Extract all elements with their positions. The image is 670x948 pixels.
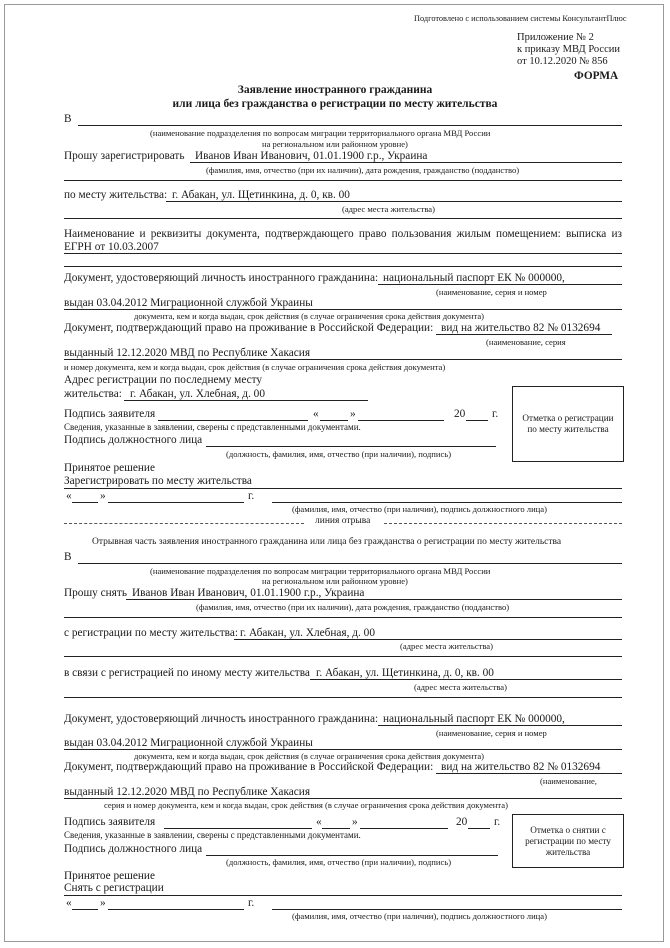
residence-line: [166, 201, 622, 202]
housing-doc[interactable]: Наименование и реквизиты документа, подтверждающего право пользования жилым помещением: выписка из ЕГРН от 10.03.2007: [64, 228, 622, 253]
decision-value[interactable]: Зарегистрировать по месту жительства: [64, 475, 252, 487]
stub-quote-open-2: «: [66, 897, 72, 909]
stub-decision-label: Принятое решение: [64, 870, 155, 882]
dept-note-2: на региональном или районном уровне): [262, 139, 408, 149]
id-note-1: (наименование, серия и номер: [436, 287, 547, 297]
person-value[interactable]: Иванов Иван Иванович, 01.01.1900 г.р., Украина: [195, 150, 428, 162]
prev-addr-label-2: жительства:: [64, 388, 122, 400]
person-line: [190, 162, 622, 163]
stub-official-note: (должность, фамилия, имя, отчество (при наличии), подпись): [226, 857, 452, 867]
official-sign-line-2[interactable]: [272, 502, 622, 503]
forma-label: ФОРМА: [574, 70, 619, 82]
housing-line: [64, 253, 622, 254]
stub-dereg-line: [234, 639, 622, 640]
month-line[interactable]: [358, 420, 444, 421]
stub-dept-note-2: на региональном или районном уровне): [262, 576, 408, 586]
permit-line: [436, 334, 612, 335]
id-value-2[interactable]: выдан 03.04.2012 Миграционной службой Украины: [64, 297, 313, 309]
stub-decision-value[interactable]: Снять с регистрации: [64, 882, 164, 894]
title-line-1: Заявление иностранного гражданина: [237, 84, 433, 96]
quote-close-2: »: [100, 490, 106, 502]
request-label: Прошу зарегистрировать: [64, 150, 185, 162]
stub-year-short: г.: [248, 897, 255, 909]
stub-person-note: (фамилия, имя, отчество (при их наличии), дата рождения, гражданство (подданство): [196, 602, 510, 612]
sign-applicant-line[interactable]: [158, 420, 308, 421]
blank-line[interactable]: [64, 180, 622, 181]
stub-sign-applicant-label: Подпись заявителя: [64, 816, 156, 828]
stub-verified-note: Сведения, указанные в заявлении, сверены с представленными документами.: [64, 830, 361, 840]
stub-person-line: [126, 599, 622, 600]
stub-decision-line: [64, 895, 622, 896]
id-line-2: [64, 309, 622, 310]
to-label: В: [64, 113, 72, 125]
stub-sign-applicant-line[interactable]: [164, 828, 312, 829]
quote-open-2: «: [66, 490, 72, 502]
decision-line: [64, 488, 622, 489]
person-note: (фамилия, имя, отчество (при их наличии), дата рождения, гражданство (подданство): [206, 165, 520, 175]
title-line-2: или лица без гражданства о регистрации по месту жительства: [172, 98, 498, 110]
permit-note-1: (наименование, серия: [486, 337, 566, 347]
stub-dereg-note: (адрес места жительства): [400, 641, 493, 651]
prev-addr-value[interactable]: г. Абакан, ул. Хлебная, д. 00: [130, 388, 265, 400]
residence-value[interactable]: г. Абакан, ул. Щетинкина, д. 0, кв. 00: [172, 189, 350, 201]
stub-month-line-2[interactable]: [108, 909, 244, 910]
id-label: Документ, удостоверяющий личность иностранного гражданина:: [64, 272, 379, 284]
stub-day-line[interactable]: [322, 828, 350, 829]
day-line-2[interactable]: [72, 502, 98, 503]
stub-dept-line[interactable]: [78, 563, 622, 564]
stub-stamp-text: Отметка о снятии с регистрации по месту жительства: [525, 824, 611, 857]
cut-line-label: линия отрыва: [315, 516, 371, 526]
stub-id-value-2[interactable]: выдан 03.04.2012 Миграционной службой Украины: [64, 737, 313, 749]
quote-open: «: [313, 408, 319, 420]
cut-line-left: [64, 523, 304, 524]
blank-line-3[interactable]: [64, 266, 622, 267]
year-prefix: 20: [454, 408, 466, 420]
stub-id-value[interactable]: национальный паспорт ЕК № 000000,: [383, 713, 565, 725]
official-note: (должность, фамилия, имя, отчество (при наличии), подпись): [226, 449, 452, 459]
stub-id-note-2: документа, кем и когда выдан, срок действия (в случае ограничения срока действия документа): [134, 751, 485, 761]
id-value[interactable]: национальный паспорт ЕК № 000000,: [383, 272, 565, 284]
stub-year-suffix: г.: [494, 816, 501, 828]
month-line-2[interactable]: [108, 502, 244, 503]
stub-person-value[interactable]: Иванов Иван Иванович, 01.01.1900 г.р., Украина: [132, 587, 365, 599]
stub-permit-note-1: (наименование,: [540, 776, 597, 786]
year-line[interactable]: [466, 420, 488, 421]
appendix-line-2: к приказу МВД России: [517, 44, 620, 55]
stub-request-label: Прошу снять: [64, 587, 127, 599]
stub-official-note-2: (фамилия, имя, отчество (при наличии), подпись должностного лица): [292, 911, 547, 921]
verified-note: Сведения, указанные в заявлении, сверены с представленными документами.: [64, 422, 361, 432]
cut-line-right: [384, 523, 622, 524]
stamp-text: Отметка о регистрации по месту жительства: [522, 413, 614, 434]
stub-official-sign-line-2[interactable]: [272, 909, 622, 910]
permit-line-2: [64, 359, 622, 360]
stub-permit-value[interactable]: вид на жительство 82 № 0132694: [441, 761, 601, 773]
blank-line-2[interactable]: [64, 218, 622, 219]
official-note-2: (фамилия, имя, отчество (при наличии), подпись должностного лица): [292, 504, 547, 514]
stub-permit-line: [436, 773, 622, 774]
stub-new-label: в связи с регистрацией по иному месту жительства: [64, 667, 310, 679]
prev-addr-line: [124, 400, 368, 401]
dept-note-1: (наименование подразделения по вопросам миграции территориального органа МВД России: [150, 128, 491, 138]
dept-line[interactable]: [78, 125, 622, 126]
stub-blank-line-2[interactable]: [64, 656, 622, 657]
year-short: г.: [248, 490, 255, 502]
id-note-2: документа, кем и когда выдан, срок действия (в случае ограничения срока действия документа): [134, 311, 485, 321]
stub-id-line: [378, 725, 622, 726]
stub-day-line-2[interactable]: [72, 909, 98, 910]
stub-month-line[interactable]: [360, 828, 448, 829]
stub-dereg-label: с регистрации по месту жительства:: [64, 627, 239, 639]
prepared-note: Подготовлено с использованием системы КонсультантПлюс: [414, 14, 627, 23]
stub-quote-open: «: [316, 816, 322, 828]
quote-close: »: [350, 408, 356, 420]
appendix-line-3: от 10.12.2020 № 856: [517, 56, 608, 67]
stub-quote-close-2: »: [100, 897, 106, 909]
permit-value[interactable]: вид на жительство 82 № 0132694: [441, 322, 601, 334]
stub-dereg-value[interactable]: г. Абакан, ул. Хлебная, д. 00: [240, 627, 375, 639]
stub-to-label: В: [64, 551, 72, 563]
stub-quote-close: »: [352, 816, 358, 828]
decision-label: Принятое решение: [64, 462, 155, 474]
stub-id-note-1: (наименование, серия и номер: [436, 728, 547, 738]
appendix-line-1: Приложение № 2: [517, 32, 594, 43]
sign-official-label: Подпись должностного лица: [64, 434, 203, 446]
stub-new-value[interactable]: г. Абакан, ул. Щетинкина, д. 0, кв. 00: [316, 667, 494, 679]
stub-blank-line[interactable]: [64, 617, 622, 618]
stub-new-line: [310, 679, 622, 680]
stub-dept-note-1: (наименование подразделения по вопросам миграции территориального органа МВД России: [150, 566, 491, 576]
deregistration-stamp-box: [512, 814, 624, 868]
stub-title: Отрывная часть заявления иностранного гражданина или лица без гражданства о регистрации по месту жительства: [92, 537, 562, 547]
residence-note: (адрес места жительства): [342, 204, 435, 214]
stub-permit-value-2[interactable]: выданный 12.12.2020 МВД по Республике Хакасия: [64, 786, 311, 798]
registration-stamp-box: [512, 386, 624, 462]
stub-new-note: (адрес места жительства): [414, 682, 507, 692]
stub-permit-label: Документ, подтверждающий право на проживание в Российской Федерации:: [64, 761, 434, 773]
sign-official-line[interactable]: [206, 446, 496, 447]
stub-sign-official-label: Подпись должностного лица: [64, 843, 203, 855]
stub-id-line-2: [64, 749, 622, 750]
stub-permit-note-2: серия и номер документа, кем и когда выдан, срок действия (в случае ограничения срока действия документа): [104, 800, 508, 810]
id-line: [378, 284, 622, 285]
day-line[interactable]: [320, 420, 348, 421]
residence-label: по месту жительства:: [64, 189, 168, 201]
stub-blank-line-3[interactable]: [64, 697, 622, 698]
permit-value-2[interactable]: выданный 12.12.2020 МВД по Республике Хакасия: [64, 347, 311, 359]
prev-addr-label-1: Адрес регистрации по последнему месту: [64, 374, 263, 386]
stub-id-label: Документ, удостоверяющий личность иностранного гражданина:: [64, 713, 379, 725]
stub-sign-official-line[interactable]: [206, 855, 498, 856]
sign-applicant-label: Подпись заявителя: [64, 408, 156, 420]
permit-note-2: и номер документа, кем и когда выдан, срок действия (в случае ограничения срока действия документа): [64, 362, 446, 372]
year-suffix: г.: [492, 408, 499, 420]
stub-year-line[interactable]: [468, 828, 490, 829]
stub-year-prefix: 20: [456, 816, 468, 828]
permit-label: Документ, подтверждающий право на проживание в Российской Федерации:: [64, 322, 434, 334]
stub-permit-line-2: [64, 798, 622, 799]
